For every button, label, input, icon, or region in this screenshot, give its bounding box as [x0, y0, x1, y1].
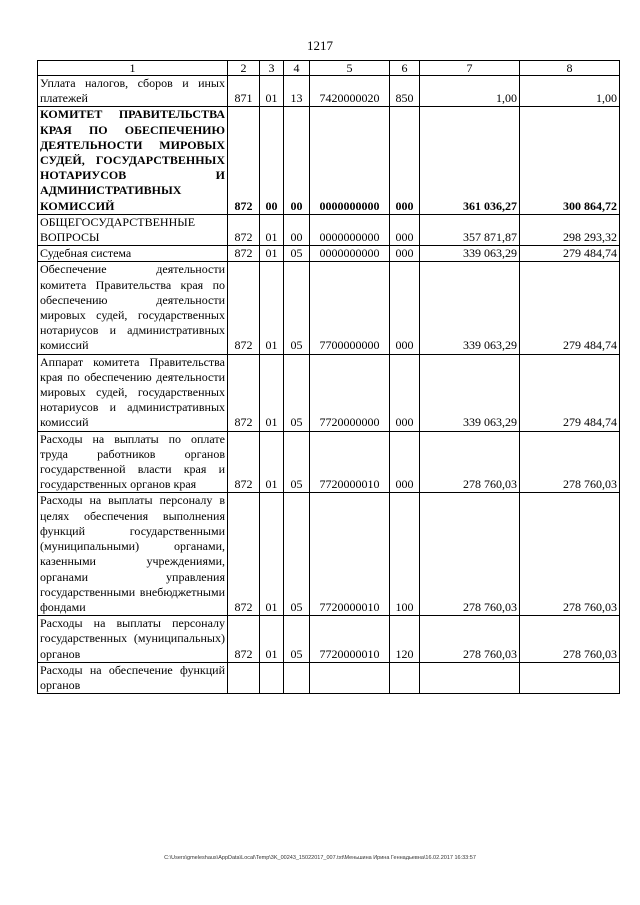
column-header: 1 — [38, 61, 228, 76]
row-name-cell — [38, 262, 228, 354]
subsection-cell: 05 — [284, 493, 310, 616]
amount-2019-cell: 279 484,74 — [520, 262, 620, 354]
section-cell: 01 — [260, 246, 284, 262]
row-name: Расходы на выплаты по оплате труда работников органов государственной власти края и государственных органов края — [40, 431, 225, 492]
amount-2018-cell: 1,00 — [420, 76, 520, 107]
section-cell — [260, 662, 284, 693]
subsection-cell: 05 — [284, 246, 310, 262]
amount-2018-cell: 278 760,03 — [420, 493, 520, 616]
amount-2019-cell — [520, 662, 620, 693]
expense-type-cell: 000 — [390, 354, 420, 431]
subsection-cell: 05 — [284, 431, 310, 493]
expense-type-cell — [390, 662, 420, 693]
section-cell: 01 — [260, 214, 284, 245]
expense-type-cell: 120 — [390, 616, 420, 663]
admin-code-cell — [228, 662, 260, 693]
amount-2019-cell: 300 864,72 — [520, 107, 620, 214]
expense-type-cell: 000 — [390, 214, 420, 245]
row-name: Аппарат комитета Правительства края по обеспечению деятельности мировых судей, государственных нотариусов и административных комиссий — [40, 354, 225, 430]
row-name-cell — [38, 107, 228, 214]
row-name-cell — [38, 246, 228, 262]
section-cell: 01 — [260, 262, 284, 354]
admin-code-cell: 872 — [228, 246, 260, 262]
target-article-cell: 0000000000 — [310, 246, 390, 262]
amount-2019-cell: 278 760,03 — [520, 431, 620, 493]
column-header: 7 — [420, 61, 520, 76]
section-cell: 01 — [260, 431, 284, 493]
table-row — [38, 246, 620, 262]
amount-2019-cell: 279 484,74 — [520, 354, 620, 431]
amount-2018-cell: 278 760,03 — [420, 431, 520, 493]
section-cell: 01 — [260, 616, 284, 663]
subsection-cell — [284, 662, 310, 693]
admin-code-cell: 871 — [228, 76, 260, 107]
target-article-cell: 7420000020 — [310, 76, 390, 107]
row-name-cell — [38, 493, 228, 616]
amount-2019-cell: 298 293,32 — [520, 214, 620, 245]
target-article-cell: 7720000010 — [310, 493, 390, 616]
expense-type-cell: 000 — [390, 431, 420, 493]
admin-code-cell: 872 — [228, 354, 260, 431]
table-row — [38, 616, 620, 663]
table-row — [38, 76, 620, 107]
expense-type-cell: 100 — [390, 493, 420, 616]
subsection-cell: 05 — [284, 354, 310, 431]
target-article-cell: 7720000010 — [310, 616, 390, 663]
row-name: Обеспечение деятельности комитета Правительства края по обеспечению деятельности мировых судей, государственных нотариусов и административных комиссий — [40, 262, 225, 353]
target-article-cell: 7720000000 — [310, 354, 390, 431]
column-header: 5 — [310, 61, 390, 76]
row-name: ОБЩЕГОСУДАРСТВЕННЫЕ ВОПРОСЫ — [40, 214, 196, 245]
amount-2018-cell: 361 036,27 — [420, 107, 520, 214]
page-number: 1217 — [307, 38, 333, 53]
row-name: Уплата налогов, сборов и иных платежей — [40, 76, 225, 106]
admin-code-cell: 872 — [228, 107, 260, 214]
expense-type-cell: 000 — [390, 262, 420, 354]
subsection-cell: 05 — [284, 616, 310, 663]
target-article-cell: 7720000010 — [310, 431, 390, 493]
table-row — [38, 107, 620, 214]
amount-2019-cell: 279 484,74 — [520, 246, 620, 262]
admin-code-cell: 872 — [228, 616, 260, 663]
file-path-footer: C:\Users\gmeleshaus\AppData\Local\Temp\3K_00243_15022017_007.txt\Меньшина Ирина Геннадьевна\16.02.2017 16:33:57 — [164, 855, 476, 861]
table-row — [38, 214, 620, 245]
subsection-cell: 13 — [284, 76, 310, 107]
column-header: 3 — [260, 61, 284, 76]
section-cell: 00 — [260, 107, 284, 214]
subsection-cell: 00 — [284, 107, 310, 214]
section-cell: 01 — [260, 76, 284, 107]
header-row — [38, 61, 620, 76]
column-header: 4 — [284, 61, 310, 76]
expense-type-cell: 000 — [390, 246, 420, 262]
row-name: Судебная система — [40, 246, 132, 261]
expense-type-cell: 000 — [390, 107, 420, 214]
amount-2019-cell: 278 760,03 — [520, 616, 620, 663]
row-name-cell — [38, 431, 228, 493]
row-name: Расходы на выплаты персоналу государственных (муниципальных) органов — [40, 616, 225, 661]
target-article-cell: 0000000000 — [310, 214, 390, 245]
table-row — [38, 262, 620, 354]
table-row — [38, 354, 620, 431]
row-name: Расходы на обеспечение функций органов — [40, 662, 225, 692]
subsection-cell: 00 — [284, 214, 310, 245]
row-name-cell — [38, 616, 228, 663]
row-name-cell — [38, 354, 228, 431]
admin-code-cell: 872 — [228, 493, 260, 616]
amount-2018-cell — [420, 662, 520, 693]
admin-code-cell: 872 — [228, 431, 260, 493]
amount-2018-cell: 278 760,03 — [420, 616, 520, 663]
row-name: КОМИТЕТ ПРАВИТЕЛЬСТВА КРАЯ ПО ОБЕСПЕЧЕНИЮ ДЕЯТЕЛЬНОСТИ МИРОВЫХ СУДЕЙ, ГОСУДАРСТВЕННЫХ НОТАРИУСОВ И АДМИНИСТРАТИВНЫХ КОМИССИЙ — [40, 107, 225, 213]
subsection-cell: 05 — [284, 262, 310, 354]
table-row — [38, 431, 620, 493]
row-name-cell — [38, 662, 228, 693]
amount-2019-cell: 278 760,03 — [520, 493, 620, 616]
target-article-cell — [310, 662, 390, 693]
column-header: 8 — [520, 61, 620, 76]
amount-2018-cell: 339 063,29 — [420, 262, 520, 354]
row-name-cell — [38, 214, 228, 245]
amount-2019-cell: 1,00 — [520, 76, 620, 107]
target-article-cell: 7700000000 — [310, 262, 390, 354]
admin-code-cell: 872 — [228, 262, 260, 354]
table-row — [38, 493, 620, 616]
amount-2018-cell: 339 063,29 — [420, 354, 520, 431]
expense-type-cell: 850 — [390, 76, 420, 107]
admin-code-cell: 872 — [228, 214, 260, 245]
table-row — [38, 662, 620, 693]
budget-table — [37, 60, 620, 694]
column-header: 6 — [390, 61, 420, 76]
section-cell: 01 — [260, 493, 284, 616]
target-article-cell: 0000000000 — [310, 107, 390, 214]
amount-2018-cell: 357 871,87 — [420, 214, 520, 245]
row-name-cell — [38, 76, 228, 107]
section-cell: 01 — [260, 354, 284, 431]
row-name: Расходы на выплаты персоналу в целях обеспечения выполнения функций государственными (муниципальными) органами, казенными учреждениями, органами управления государственными внебюджетными фондами — [40, 493, 225, 614]
amount-2018-cell: 339 063,29 — [420, 246, 520, 262]
column-header: 2 — [228, 61, 260, 76]
